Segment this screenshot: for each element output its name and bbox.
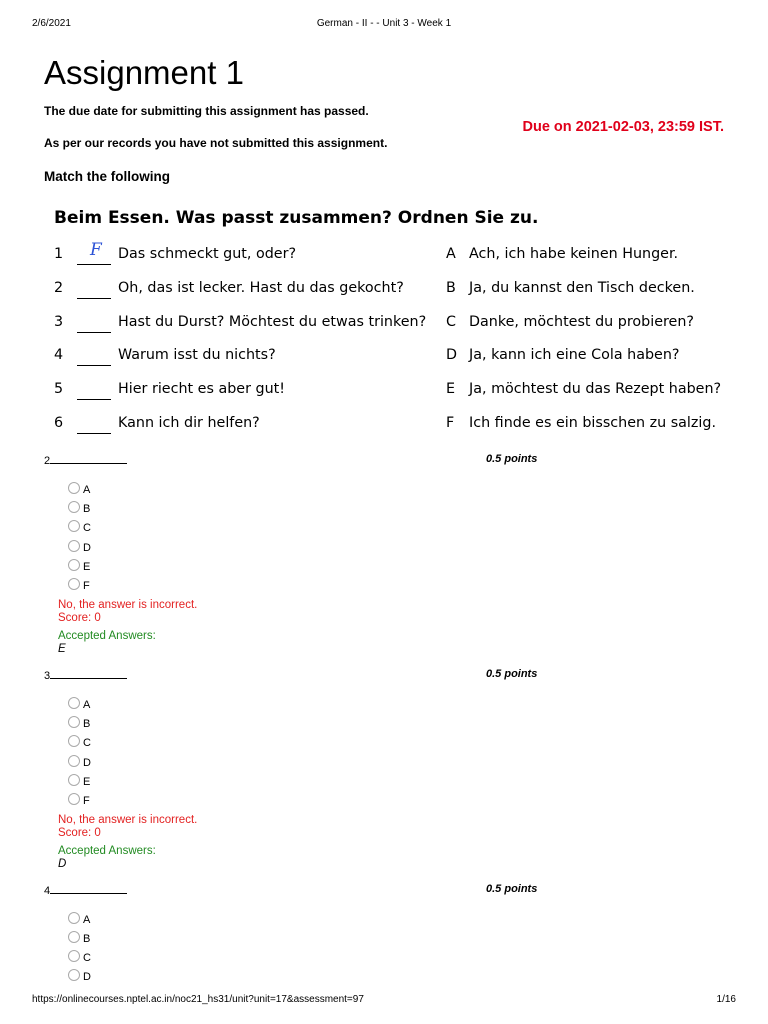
option-label: D bbox=[83, 971, 91, 983]
print-title: German - II - - Unit 3 - Week 1 bbox=[316, 18, 452, 29]
row-letter: B bbox=[446, 280, 456, 296]
question-label bbox=[44, 453, 127, 467]
option-a[interactable] bbox=[68, 912, 90, 928]
option-b[interactable] bbox=[68, 501, 90, 517]
radio-icon[interactable] bbox=[68, 697, 80, 709]
accepted-answer: E bbox=[58, 643, 66, 655]
option-f[interactable] bbox=[68, 578, 90, 594]
radio-icon[interactable] bbox=[68, 578, 80, 590]
answer-blank bbox=[77, 349, 111, 366]
question-label bbox=[44, 883, 127, 897]
row-response: Ach, ich habe keinen Hunger. bbox=[469, 246, 679, 262]
score: Score: 0 bbox=[58, 827, 101, 839]
print-date: 2/6/2021 bbox=[32, 18, 71, 29]
row-letter: F bbox=[446, 415, 455, 431]
accepted-answers-label: Accepted Answers: bbox=[58, 630, 156, 642]
exercise-title: Beim Essen. Was passt zusammen? Ordnen Sie zu. bbox=[54, 208, 539, 228]
radio-icon[interactable] bbox=[68, 969, 80, 981]
option-a[interactable] bbox=[68, 697, 90, 713]
option-e[interactable] bbox=[68, 559, 90, 575]
option-d[interactable] bbox=[68, 540, 91, 556]
question-2 bbox=[0, 453, 768, 663]
radio-icon[interactable] bbox=[68, 793, 80, 805]
row-number: 4 bbox=[54, 347, 64, 363]
row-response: Ja, möchtest du das Rezept haben? bbox=[469, 381, 722, 397]
option-a[interactable] bbox=[68, 482, 90, 498]
radio-icon[interactable] bbox=[68, 912, 80, 924]
question-blank bbox=[50, 883, 127, 894]
exercise-row bbox=[44, 415, 734, 439]
accepted-answers-label: Accepted Answers: bbox=[58, 845, 156, 857]
question-3 bbox=[0, 668, 768, 878]
row-letter: C bbox=[446, 314, 456, 330]
option-label: F bbox=[83, 580, 90, 592]
option-label: C bbox=[83, 952, 91, 964]
option-d[interactable] bbox=[68, 969, 91, 985]
row-prompt: Oh, das ist lecker. Hast du das gekocht? bbox=[118, 280, 404, 296]
option-d[interactable] bbox=[68, 755, 91, 771]
question-number: 2 bbox=[44, 455, 51, 467]
radio-icon[interactable] bbox=[68, 520, 80, 532]
radio-icon[interactable] bbox=[68, 482, 80, 494]
radio-icon[interactable] bbox=[68, 931, 80, 943]
option-e[interactable] bbox=[68, 774, 90, 790]
row-number: 1 bbox=[54, 246, 64, 262]
exercise-row bbox=[44, 314, 734, 338]
row-number: 2 bbox=[54, 280, 64, 296]
row-prompt: Hier riecht es aber gut! bbox=[118, 381, 285, 397]
option-b[interactable] bbox=[68, 931, 90, 947]
option-label: E bbox=[83, 561, 91, 573]
radio-icon[interactable] bbox=[68, 774, 80, 786]
page-number: 1/16 bbox=[716, 994, 736, 1005]
exercise-row bbox=[44, 280, 734, 304]
exercise-image bbox=[44, 204, 734, 444]
row-response: Danke, möchtest du probieren? bbox=[469, 314, 695, 330]
option-label: D bbox=[83, 757, 91, 769]
question-4 bbox=[0, 883, 768, 983]
option-label: B bbox=[83, 503, 91, 515]
option-f[interactable] bbox=[68, 793, 90, 809]
question-blank bbox=[50, 668, 127, 679]
row-prompt: Warum isst du nichts? bbox=[118, 347, 276, 363]
page-title: Assignment 1 bbox=[44, 54, 244, 91]
handwritten-answer: F bbox=[90, 240, 102, 260]
row-letter: D bbox=[446, 347, 458, 363]
points-label: 0.5 points bbox=[486, 883, 538, 895]
exercise-row bbox=[44, 347, 734, 371]
option-c[interactable] bbox=[68, 950, 91, 966]
row-letter: A bbox=[446, 246, 456, 262]
accepted-answer: D bbox=[58, 858, 67, 870]
row-prompt: Kann ich dir helfen? bbox=[118, 415, 260, 431]
answer-blank bbox=[77, 417, 111, 434]
option-label: A bbox=[83, 699, 91, 711]
option-label: C bbox=[83, 522, 91, 534]
radio-icon[interactable] bbox=[68, 950, 80, 962]
row-number: 5 bbox=[54, 381, 64, 397]
points-label: 0.5 points bbox=[486, 668, 538, 680]
row-prompt: Das schmeckt gut, oder? bbox=[118, 246, 297, 262]
radio-icon[interactable] bbox=[68, 501, 80, 513]
option-label: B bbox=[83, 933, 91, 945]
due-date: Due on 2021-02-03, 23:59 IST. bbox=[522, 119, 724, 135]
score: Score: 0 bbox=[58, 612, 101, 624]
feedback-incorrect: No, the answer is incorrect. bbox=[58, 814, 198, 826]
option-label: B bbox=[83, 718, 91, 730]
option-c[interactable] bbox=[68, 520, 91, 536]
row-response: Ich finde es ein bisschen zu salzig. bbox=[469, 415, 716, 431]
row-letter: E bbox=[446, 381, 456, 397]
question-blank bbox=[50, 453, 127, 464]
option-label: C bbox=[83, 737, 91, 749]
page-url: https://onlinecourses.nptel.ac.in/noc21_hs31/unit?unit=17&assessment=97 bbox=[32, 994, 364, 1005]
option-c[interactable] bbox=[68, 735, 91, 751]
answer-blank bbox=[77, 383, 111, 400]
radio-icon[interactable] bbox=[68, 716, 80, 728]
print-header bbox=[32, 18, 736, 32]
option-b[interactable] bbox=[68, 716, 90, 732]
option-label: A bbox=[83, 914, 91, 926]
radio-icon[interactable] bbox=[68, 559, 80, 571]
option-label: E bbox=[83, 776, 91, 788]
exercise-row bbox=[44, 381, 734, 405]
row-number: 6 bbox=[54, 415, 64, 431]
option-label: F bbox=[83, 795, 90, 807]
row-prompt: Hast du Durst? Möchtest du etwas trinken? bbox=[118, 314, 427, 330]
question-label bbox=[44, 668, 127, 682]
points-label: 0.5 points bbox=[486, 453, 538, 465]
option-label: D bbox=[83, 542, 91, 554]
radio-icon[interactable] bbox=[68, 755, 80, 767]
exercise-row bbox=[44, 240, 734, 270]
answer-blank bbox=[77, 282, 111, 299]
radio-icon[interactable] bbox=[68, 735, 80, 747]
row-number: 3 bbox=[54, 314, 64, 330]
question-number: 3 bbox=[44, 670, 51, 682]
status-not-submitted: As per our records you have not submitted this assignment. bbox=[44, 136, 388, 150]
answer-blank bbox=[77, 316, 111, 333]
row-response: Ja, du kannst den Tisch decken. bbox=[469, 280, 695, 296]
feedback-incorrect: No, the answer is incorrect. bbox=[58, 599, 198, 611]
option-label: A bbox=[83, 484, 91, 496]
row-response: Ja, kann ich eine Cola haben? bbox=[469, 347, 680, 363]
question-instruction: Match the following bbox=[44, 169, 170, 184]
radio-icon[interactable] bbox=[68, 540, 80, 552]
status-passed: The due date for submitting this assignment has passed. bbox=[44, 104, 369, 118]
question-number: 4 bbox=[44, 885, 51, 897]
